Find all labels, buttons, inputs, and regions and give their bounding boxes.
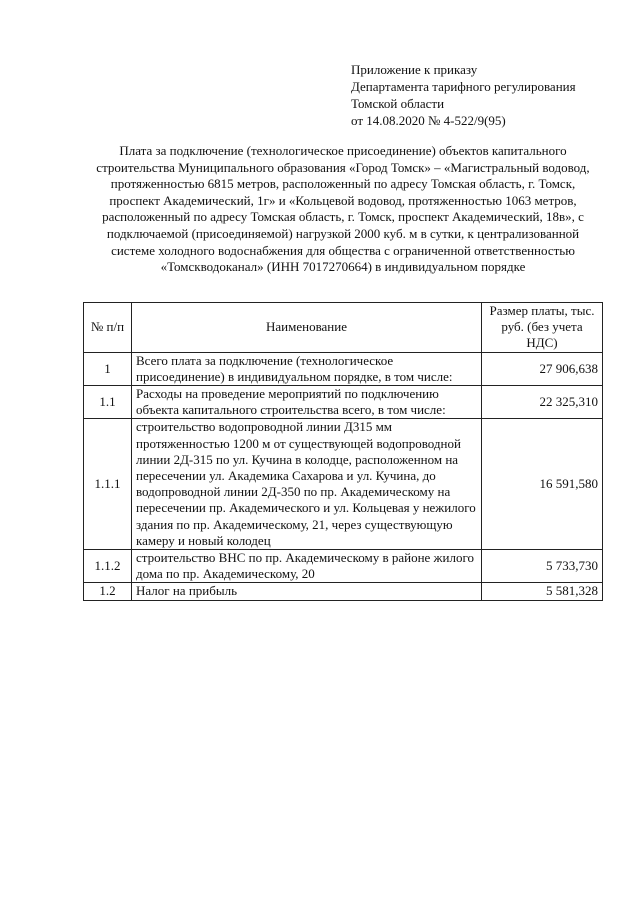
- row-num: 1.2: [84, 583, 132, 600]
- row-num: 1.1.1: [84, 419, 132, 550]
- header-amount: Размер платы, тыс. руб. (без учета НДС): [482, 303, 603, 353]
- row-amount: 22 325,310: [482, 386, 603, 419]
- document-title: Плата за подключение (технологическое присоединение) объектов капитального строительства Муниципального образования «Город Томск» – «Магистральный водовод, протяженностью 6815 метров, расположенный по адресу Томская область, г. Томск, проспект Академический, 1г» и «Кольцевой водовод, протяженностью 1063 метров, расположенный по адресу Томская область, г. Томск, проспект Академический, 18в», с подключаемой (присоединяемой) нагрузкой 2000 куб. м в сутки, к централизованной системе холодного водоснабжения для общества с ограниченной ответственностью «Томскводоканал» (ИНН 7017270664) в индивидуальном порядке: [96, 143, 590, 275]
- row-amount: 16 591,580: [482, 419, 603, 550]
- annex-line-2: Департамента тарифного регулирования: [351, 79, 576, 94]
- row-name: Всего плата за подключение (технологическое присоединение) в индивидуальном порядке, в том числе:: [132, 352, 482, 385]
- table-row: [84, 419, 603, 550]
- row-num: 1.1: [84, 386, 132, 419]
- header-num: № п/п: [84, 303, 132, 353]
- row-amount: 5 733,730: [482, 550, 603, 583]
- row-num: 1: [84, 352, 132, 385]
- table-row: [84, 550, 603, 583]
- fee-table: [83, 302, 603, 601]
- table-row: [84, 583, 603, 600]
- row-name: Расходы на проведение мероприятий по подключению объекта капитального строительства всего, в том числе:: [132, 386, 482, 419]
- annex-line-3: Томской области: [351, 96, 445, 111]
- table-row: [84, 386, 603, 419]
- table-header-row: [84, 303, 603, 353]
- annex-line-1: Приложение к приказу: [351, 62, 478, 77]
- row-amount: 5 581,328: [482, 583, 603, 600]
- row-name: Налог на прибыль: [132, 583, 482, 600]
- table-row: [84, 352, 603, 385]
- row-name: строительство водопроводной линии Д315 мм протяженностью 1200 м от существующей водопроводной линии 2Д-315 по ул. Кучина в колодце, расположенном на пересечении ул. Академика Сахарова и ул. Кучина, до водопроводной линии 2Д-350 по пр. Академическому на пересечении пр. Академического и ул. Кольцевая у нежилого здания по пр. Академическому, 21, через существующую камеру и новый колодец: [132, 419, 482, 550]
- order-annex-note: [351, 61, 611, 129]
- annex-line-4: от 14.08.2020 № 4-522/9(95): [351, 113, 506, 128]
- row-amount: 27 906,638: [482, 352, 603, 385]
- row-num: 1.1.2: [84, 550, 132, 583]
- header-name: Наименование: [132, 303, 482, 353]
- row-name: строительство ВНС по пр. Академическому в районе жилого дома по пр. Академическому, 20: [132, 550, 482, 583]
